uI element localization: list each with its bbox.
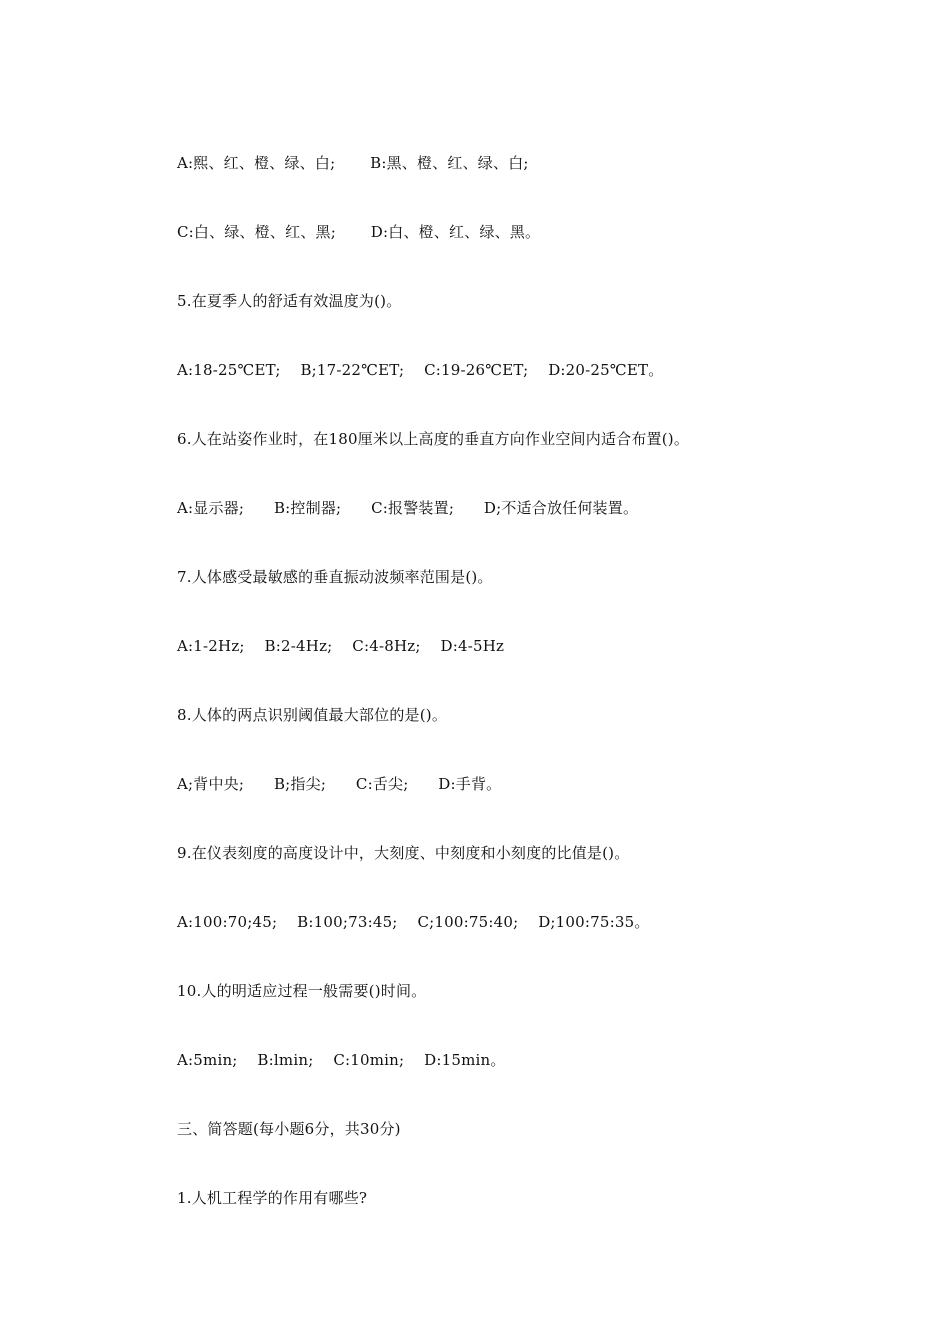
q5-question: 5.在夏季人的舒适有效温度为()。 (177, 292, 402, 310)
q6-options: A:显示器; B:控制器; C:报警装置; D;不适合放任何装置。 (177, 499, 639, 517)
q10-question: 10.人的明适应过程一般需要()时间。 (177, 982, 427, 1000)
q9-options: A:100:70;45; B:100;73:45; C;100:75:40; D;100:75:35。 (177, 913, 650, 931)
q8-options: A;背中央; B;指尖; C:舌尖; D:手背。 (177, 775, 502, 793)
q4-options-ab: A:熙、红、橙、绿、白; B:黑、橙、红、绿、白; (177, 154, 529, 172)
q8-question: 8.人体的两点识别阈值最大部位的是()。 (177, 706, 448, 724)
q6-question: 6.人在站姿作业时，在180厘米以上高度的垂直方向作业空间内适合布置()。 (177, 430, 690, 448)
q7-question: 7.人体感受最敏感的垂直振动波频率范围是()。 (177, 568, 493, 586)
short-answer-q1: 1.人机工程学的作用有哪些? (177, 1189, 368, 1207)
q10-options: A:5min; B:lmin; C:10min; D:15min。 (177, 1051, 506, 1069)
q9-question: 9.在仪表刻度的高度设计中，大刻度、中刻度和小刻度的比值是()。 (177, 844, 630, 862)
section-heading: 三、简答题(每小题6分，共30分) (177, 1120, 401, 1138)
q4-options-cd: C:白、绿、橙、红、黑; D:白、橙、红、绿、黑。 (177, 223, 541, 241)
q5-options: A:18-25℃ET; B;17-22℃ET; C:19-26℃ET; D:20-25℃ET。 (177, 361, 664, 379)
q7-options: A:1-2Hz; B:2-4Hz; C:4-8Hz; D:4-5Hz (177, 637, 505, 655)
